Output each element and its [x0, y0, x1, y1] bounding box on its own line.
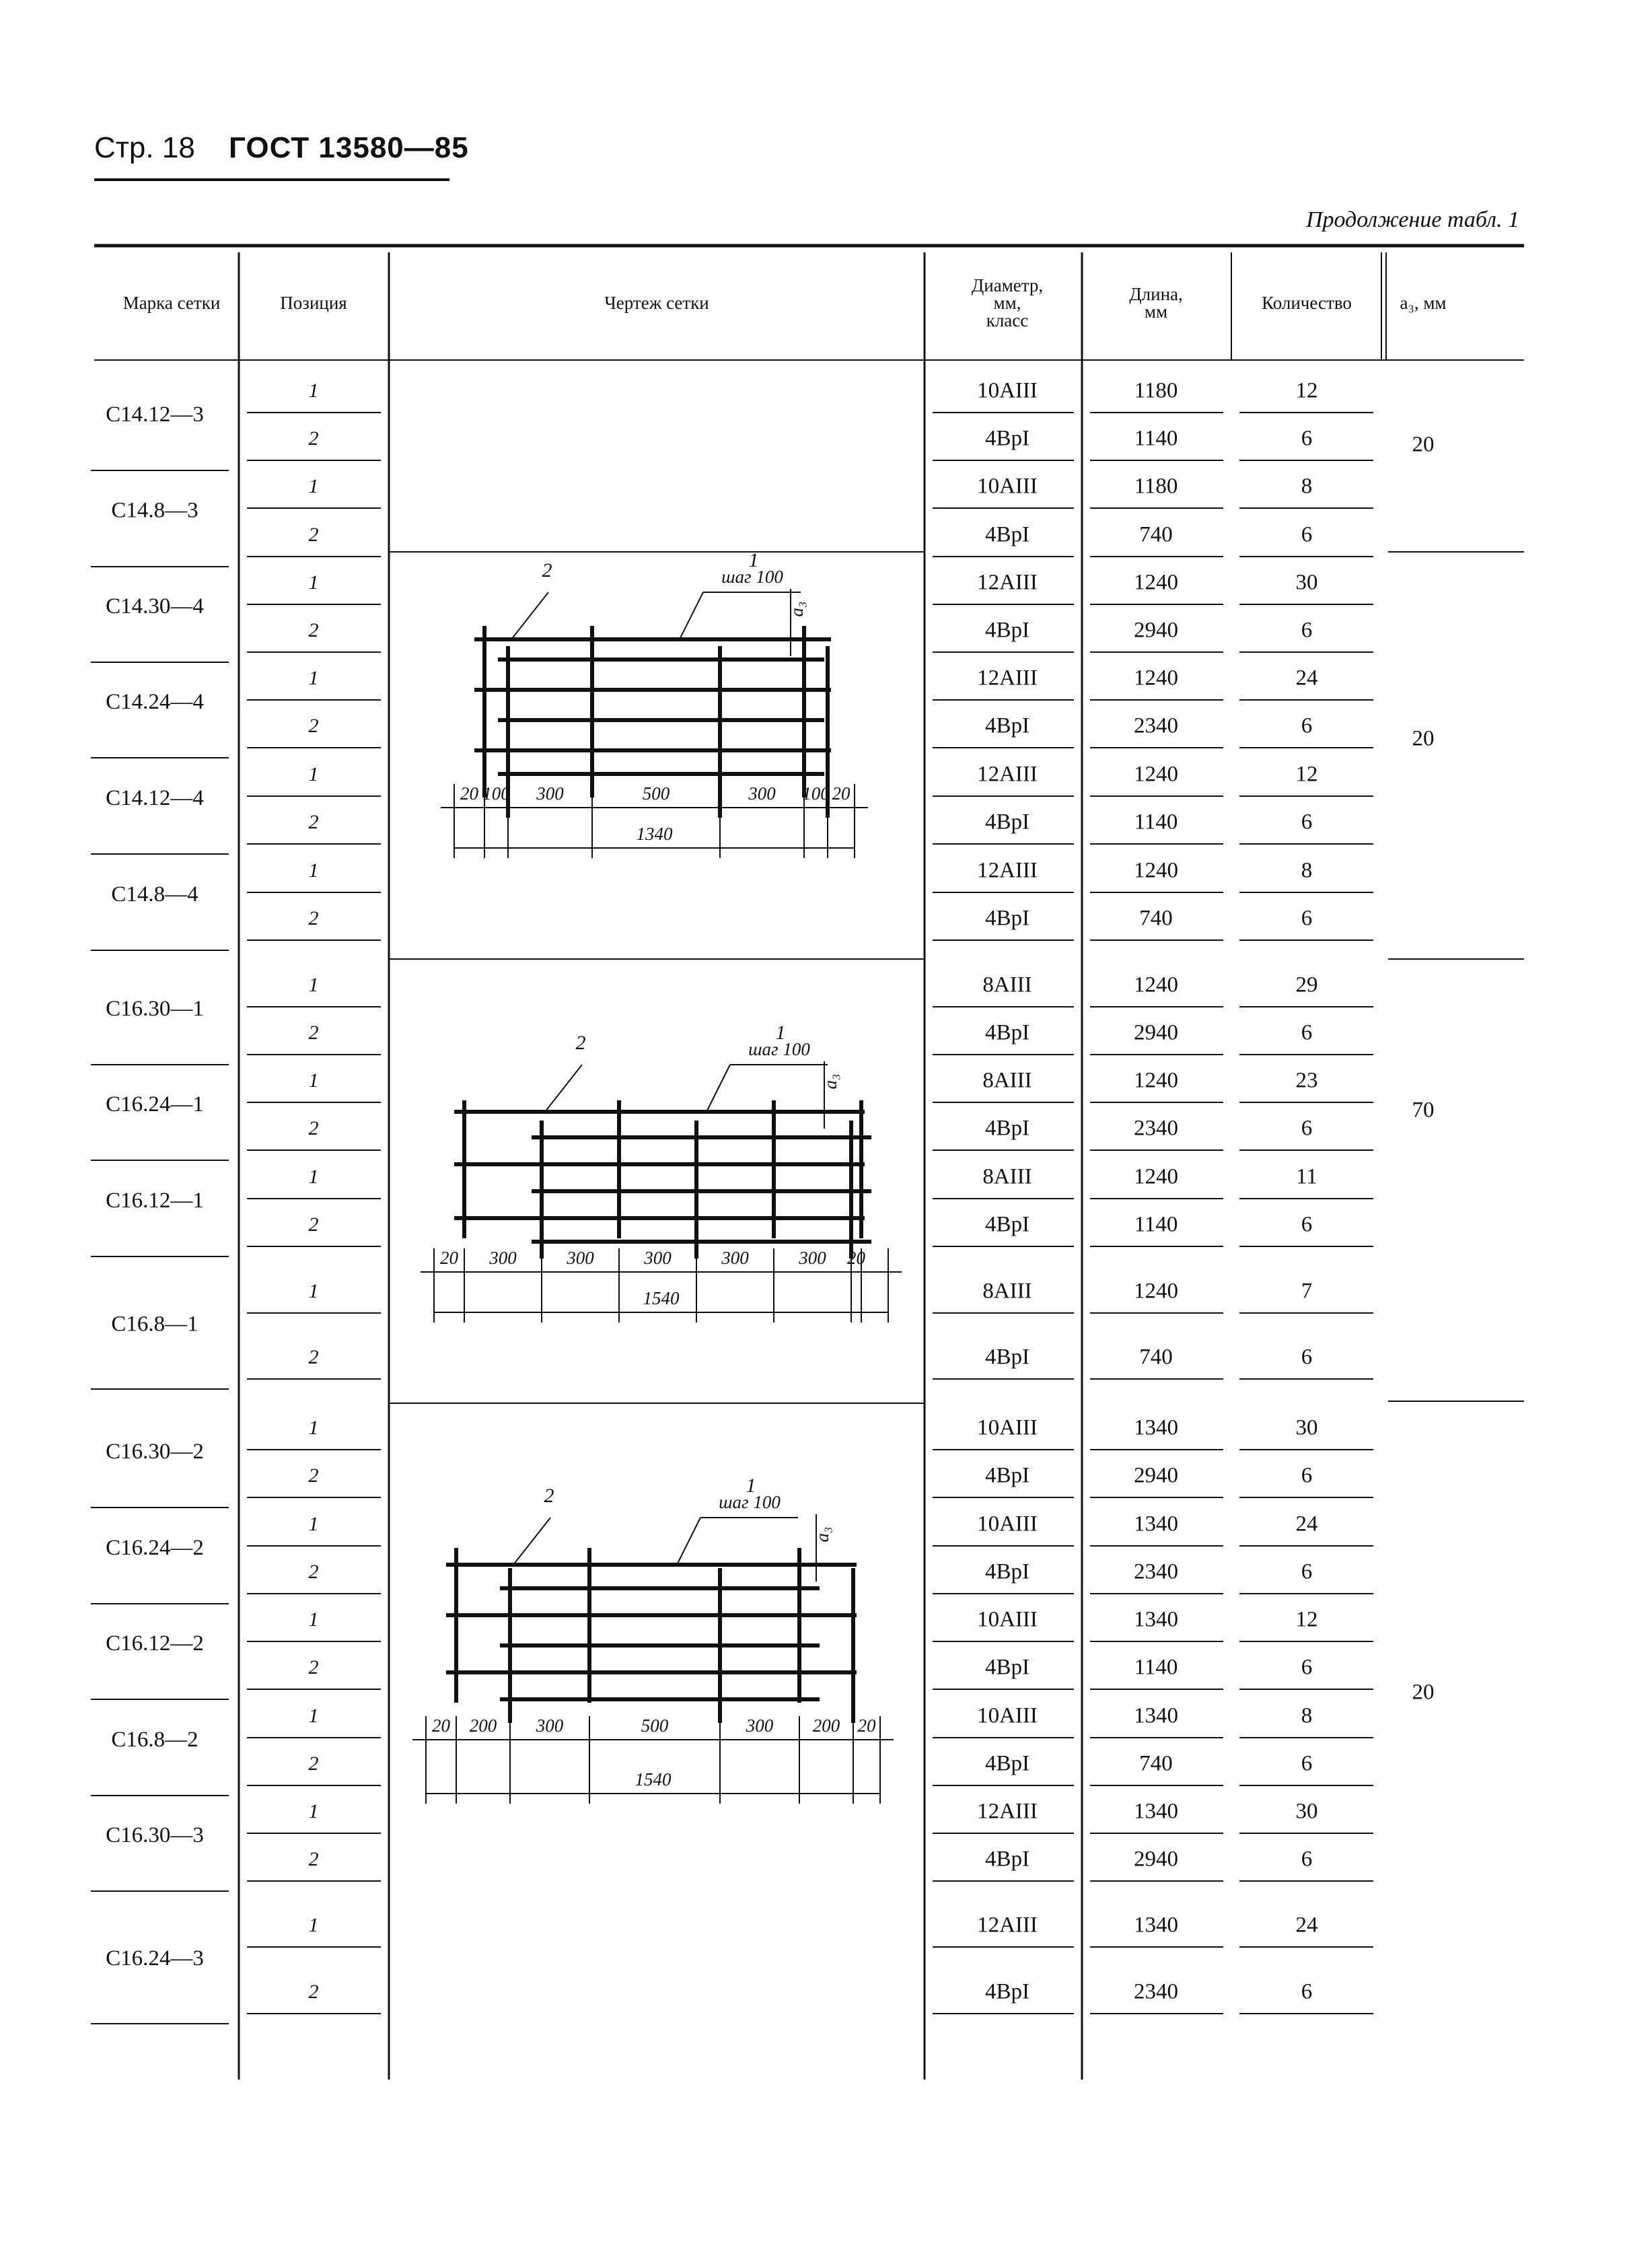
- bar-quantity: 6: [1301, 618, 1313, 643]
- position-number: 1: [308, 859, 319, 882]
- mesh-1-callout-bar: 2: [542, 559, 552, 581]
- grid-mark: С16.8—2: [111, 1728, 198, 1752]
- mesh-2-dim-value: 300: [799, 1248, 826, 1269]
- position-number: 2: [308, 1117, 319, 1139]
- position-number: 2: [308, 1345, 319, 1368]
- position-number: 2: [308, 907, 319, 929]
- grid-mark: С16.24—3: [106, 1946, 204, 1971]
- col-header-drawing: Чертеж сетки: [604, 293, 709, 314]
- bar-diameter-class: 10АIII: [977, 474, 1038, 499]
- position-number: 2: [308, 1213, 319, 1236]
- col-header-length: мм: [1144, 302, 1168, 322]
- bar-quantity: 6: [1301, 713, 1313, 738]
- bar-quantity: 8: [1301, 1703, 1313, 1728]
- bar-diameter-class: 4ВрI: [985, 1345, 1029, 1370]
- bar-diameter-class: 4ВрI: [985, 1847, 1029, 1872]
- bar-quantity: 6: [1301, 1212, 1313, 1237]
- a3-value: 70: [1412, 1098, 1435, 1123]
- position-number: 2: [308, 1021, 319, 1044]
- grid-mark: С14.12—3: [106, 402, 204, 427]
- mesh-2-total-value: 1540: [643, 1288, 680, 1309]
- bar-quantity: 12: [1295, 378, 1318, 403]
- mesh-2-dim-value: 300: [644, 1248, 672, 1269]
- grid-mark: С14.8—4: [111, 882, 198, 907]
- mesh-1-dim-value: 20: [460, 783, 478, 804]
- position-number: 1: [308, 1913, 319, 1936]
- grid-mark: С14.12—4: [106, 786, 204, 811]
- bar-diameter-class: 8АIII: [982, 1164, 1032, 1189]
- bar-length: 1240: [1134, 1068, 1178, 1093]
- position-number: 2: [308, 523, 319, 546]
- bar-diameter-class: 12АIII: [977, 666, 1038, 690]
- position-number: 2: [308, 1464, 319, 1487]
- bar-length: 1140: [1134, 426, 1178, 451]
- bar-quantity: 30: [1295, 570, 1318, 595]
- position-number: 1: [308, 1704, 319, 1727]
- position-number: 1: [308, 1800, 319, 1822]
- bar-diameter-class: 4ВрI: [985, 618, 1029, 643]
- position-number: 1: [308, 571, 319, 594]
- bar-length: 2940: [1134, 618, 1178, 643]
- bar-quantity: 30: [1295, 1799, 1318, 1824]
- bar-length: 1340: [1134, 1799, 1178, 1824]
- bar-diameter-class: 12АIII: [977, 858, 1038, 883]
- bar-diameter-class: 12АIII: [977, 1913, 1038, 1938]
- bar-diameter-class: 12АIII: [977, 762, 1038, 787]
- bar-length: 2940: [1134, 1020, 1178, 1045]
- bar-length: 2940: [1134, 1463, 1178, 1488]
- bar-length: 2340: [1134, 1979, 1178, 2004]
- bar-diameter-class: 4ВрI: [985, 1655, 1029, 1680]
- mesh-2-a3-label: a₃: [820, 1073, 840, 1090]
- grid-mark: С16.24—2: [106, 1536, 204, 1561]
- mesh-2-callout-wire: 1: [775, 1021, 786, 1044]
- mesh-3-callout-leader: [677, 1518, 700, 1565]
- position-number: 1: [308, 1416, 319, 1439]
- position-number: 1: [308, 1608, 319, 1631]
- bar-length: 740: [1139, 522, 1173, 547]
- position-number: 2: [308, 618, 319, 641]
- mesh-3-dim-value: 20: [857, 1715, 876, 1736]
- grid-mark: С16.30—1: [106, 997, 204, 1022]
- col-header-position: Позиция: [280, 293, 347, 314]
- col-header-mark: Марка сетки: [122, 293, 221, 314]
- mesh-2-callout-leader: [707, 1065, 730, 1112]
- bar-length: 1180: [1134, 474, 1178, 499]
- bar-quantity: 7: [1301, 1279, 1313, 1304]
- bar-quantity: 6: [1301, 1655, 1313, 1680]
- mesh-3-pitch-label: шаг 100: [719, 1492, 781, 1513]
- grid-mark: С16.30—3: [106, 1823, 204, 1848]
- mesh-1-dim-value: 20: [832, 783, 851, 804]
- bar-length: 1340: [1134, 1415, 1178, 1440]
- page-number: Стр. 18: [94, 131, 195, 164]
- bar-diameter-class: 4ВрI: [985, 522, 1029, 547]
- bar-length: 740: [1139, 906, 1173, 931]
- mesh-3-callout-leader: [513, 1518, 550, 1565]
- mesh-3-dim-value: 200: [812, 1715, 840, 1736]
- col-header-quantity: Количество: [1262, 293, 1352, 314]
- bar-length: 1240: [1134, 1279, 1178, 1304]
- bar-diameter-class: 10АIII: [977, 1512, 1038, 1536]
- position-number: 1: [308, 474, 319, 497]
- position-number: 1: [308, 1279, 319, 1302]
- a3-value: 20: [1412, 726, 1435, 751]
- position-number: 2: [308, 810, 319, 833]
- bar-quantity: 24: [1295, 1913, 1318, 1938]
- col-header-diameter: Диаметр,: [971, 275, 1044, 296]
- mesh-3-dim-value: 200: [469, 1715, 497, 1736]
- bar-quantity: 8: [1301, 858, 1313, 883]
- bar-length: 2340: [1134, 1559, 1178, 1584]
- bar-length: 2340: [1134, 1116, 1178, 1141]
- position-number: 1: [308, 1512, 319, 1535]
- mesh-1-callout-wire: 1: [748, 548, 759, 571]
- bar-length: 1240: [1134, 570, 1178, 595]
- bar-diameter-class: 8АIII: [982, 1279, 1032, 1304]
- bar-quantity: 29: [1295, 972, 1318, 997]
- bar-quantity: 6: [1301, 1559, 1313, 1584]
- position-number: 2: [308, 1752, 319, 1775]
- bar-diameter-class: 10АIII: [977, 1607, 1038, 1632]
- bar-quantity: 6: [1301, 426, 1313, 451]
- position-number: 1: [308, 379, 319, 402]
- bar-length: 2940: [1134, 1847, 1178, 1872]
- position-number: 1: [308, 763, 319, 785]
- grid-mark: С14.30—4: [106, 594, 204, 619]
- mesh-3-total-value: 1540: [635, 1769, 672, 1790]
- mesh-1-callout-leader: [511, 592, 548, 639]
- bar-length: 1340: [1134, 1512, 1178, 1536]
- bar-diameter-class: 10АIII: [977, 1415, 1038, 1440]
- bar-diameter-class: 4ВрI: [985, 1559, 1029, 1584]
- bar-diameter-class: 4ВрI: [985, 426, 1029, 451]
- bar-length: 1240: [1134, 858, 1178, 883]
- mesh-2-callout-bar: 2: [575, 1031, 586, 1054]
- position-number: 2: [308, 427, 319, 450]
- position-number: 1: [308, 973, 319, 996]
- bar-quantity: 6: [1301, 1979, 1313, 2004]
- bar-quantity: 6: [1301, 1463, 1313, 1488]
- bar-quantity: 6: [1301, 522, 1313, 547]
- standard-number: ГОСТ 13580—85: [229, 131, 469, 164]
- bar-quantity: 6: [1301, 1020, 1313, 1045]
- bar-length: 1340: [1134, 1703, 1178, 1728]
- grid-mark: С14.24—4: [106, 690, 204, 715]
- mesh-2-dim-value: 20: [440, 1248, 458, 1269]
- col-header-a3: a₃, мм: [1400, 293, 1447, 314]
- bar-length: 1140: [1134, 1212, 1178, 1237]
- mesh-3-callout-wire: 1: [746, 1474, 756, 1497]
- bar-length: 1240: [1134, 666, 1178, 690]
- mesh-3-dim-value: 500: [641, 1715, 669, 1736]
- grid-mark: С16.8—1: [111, 1312, 198, 1337]
- bar-quantity: 24: [1295, 666, 1318, 690]
- mesh-3-dim-value: 300: [536, 1715, 564, 1736]
- mesh-1-callout-leader: [680, 592, 703, 639]
- bar-length: 2340: [1134, 713, 1178, 738]
- bar-diameter-class: 4ВрI: [985, 906, 1029, 931]
- bar-length: 1140: [1134, 1655, 1178, 1680]
- mesh-2-dim-value: 300: [721, 1248, 749, 1269]
- bar-quantity: 6: [1301, 1116, 1313, 1141]
- mesh-1-a3-label: a₃: [787, 601, 807, 617]
- bar-diameter-class: 4ВрI: [985, 810, 1029, 835]
- table-continuation-note: Продолжение табл. 1: [1305, 207, 1519, 232]
- bar-diameter-class: 4ВрI: [985, 1116, 1029, 1141]
- position-number: 2: [308, 714, 319, 737]
- bar-length: 740: [1139, 1751, 1173, 1776]
- mesh-2-dim-value: 300: [489, 1248, 517, 1269]
- bar-quantity: 11: [1296, 1164, 1317, 1189]
- grid-mark: С16.12—1: [106, 1189, 204, 1213]
- bar-diameter-class: 4ВрI: [985, 1020, 1029, 1045]
- mesh-3-dim-value: 300: [746, 1715, 774, 1736]
- bar-length: 740: [1139, 1345, 1173, 1370]
- mesh-3-dim-value: 20: [432, 1715, 450, 1736]
- bar-length: 1240: [1134, 762, 1178, 787]
- bar-diameter-class: 10АIII: [977, 378, 1038, 403]
- bar-diameter-class: 4ВрI: [985, 1212, 1029, 1237]
- grid-mark: С14.8—3: [111, 498, 198, 523]
- bar-quantity: 24: [1295, 1512, 1318, 1536]
- bar-quantity: 12: [1295, 1607, 1318, 1632]
- bar-length: 1240: [1134, 1164, 1178, 1189]
- bar-quantity: 30: [1295, 1415, 1318, 1440]
- bar-length: 1340: [1134, 1607, 1178, 1632]
- bar-quantity: 6: [1301, 810, 1313, 835]
- bar-quantity: 6: [1301, 1847, 1313, 1872]
- mesh-2-callout-leader: [545, 1065, 582, 1112]
- position-number: 2: [308, 1847, 319, 1870]
- mesh-2-dim-value: 20: [847, 1248, 865, 1269]
- mesh-2-dim-value: 300: [567, 1248, 594, 1269]
- bar-diameter-class: 8АIII: [982, 1068, 1032, 1093]
- mesh-1-total-value: 1340: [636, 824, 673, 845]
- bar-diameter-class: 8АIII: [982, 972, 1032, 997]
- mesh-1-dim-value: 300: [748, 783, 776, 804]
- bar-quantity: 6: [1301, 906, 1313, 931]
- position-number: 2: [308, 1560, 319, 1583]
- grid-mark: С16.12—2: [106, 1631, 204, 1656]
- bar-length: 1340: [1134, 1913, 1178, 1938]
- position-number: 2: [308, 1656, 319, 1678]
- bar-diameter-class: 4ВрI: [985, 713, 1029, 738]
- bar-quantity: 23: [1295, 1068, 1318, 1093]
- col-header-diameter: мм,: [993, 293, 1021, 314]
- bar-quantity: 8: [1301, 474, 1313, 499]
- a3-value: 20: [1412, 1680, 1435, 1705]
- grid-mark: С16.24—1: [106, 1092, 204, 1117]
- position-number: 1: [308, 666, 319, 689]
- a3-value: 20: [1412, 432, 1435, 457]
- position-number: 2: [308, 1980, 319, 2003]
- mesh-3-callout-bar: 2: [544, 1484, 554, 1507]
- mesh-1-dim-value: 100: [802, 783, 830, 804]
- mesh-1-dim-value: 300: [536, 783, 564, 804]
- bar-length: 1180: [1134, 378, 1178, 403]
- bar-length: 1140: [1134, 810, 1178, 835]
- bar-diameter-class: 4ВрI: [985, 1979, 1029, 2004]
- mesh-3-a3-label: a₃: [812, 1526, 832, 1543]
- position-number: 1: [308, 1069, 319, 1092]
- bar-quantity: 6: [1301, 1751, 1313, 1776]
- col-header-length: Длина,: [1129, 284, 1183, 305]
- bar-quantity: 6: [1301, 1345, 1313, 1370]
- bar-diameter-class: 4ВрI: [985, 1751, 1029, 1776]
- bar-diameter-class: 12АIII: [977, 570, 1038, 595]
- mesh-1-dim-value: 100: [482, 783, 510, 804]
- grid-mark: С16.30—2: [106, 1440, 204, 1464]
- position-number: 1: [308, 1165, 319, 1188]
- mesh-1-dim-value: 500: [642, 783, 670, 804]
- bar-quantity: 12: [1295, 762, 1318, 787]
- mesh-1-pitch-label: шаг 100: [721, 567, 783, 588]
- bar-diameter-class: 12АIII: [977, 1799, 1038, 1824]
- col-header-diameter: класс: [986, 310, 1029, 331]
- mesh-2-pitch-label: шаг 100: [748, 1039, 810, 1060]
- bar-diameter-class: 4ВрI: [985, 1463, 1029, 1488]
- bar-length: 1240: [1134, 972, 1178, 997]
- bar-diameter-class: 10АIII: [977, 1703, 1038, 1728]
